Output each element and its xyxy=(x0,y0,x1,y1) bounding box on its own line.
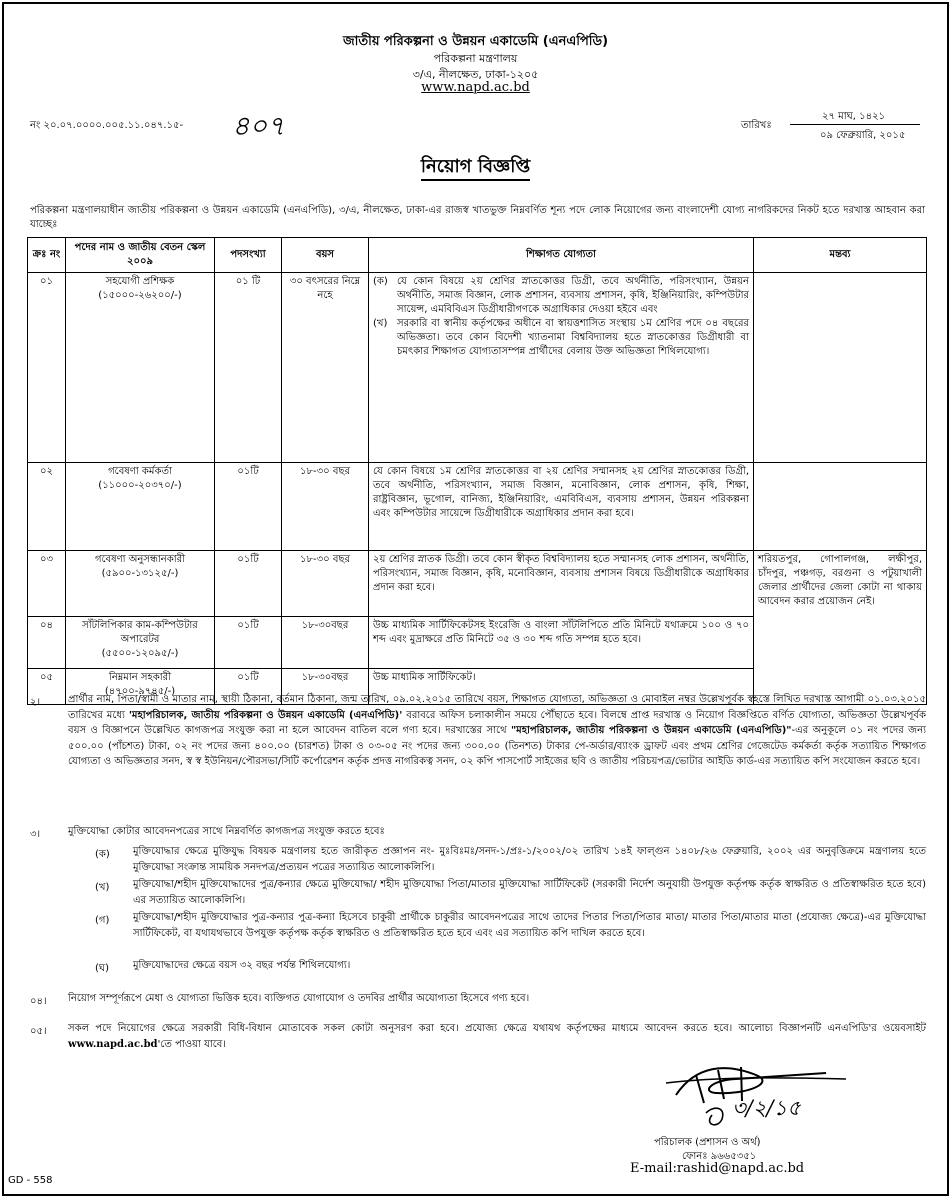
post-name: সাঁটলিপিকার কাম-কম্পিউটার অপারেটর xyxy=(82,620,198,645)
sub-item-label: (খ) xyxy=(95,882,110,893)
org-address: ৩/এ, নীলক্ষেত, ঢাকা-১২০৫ xyxy=(412,68,539,81)
cell-count: ০১টি xyxy=(215,463,282,551)
cell-count: ০১টি xyxy=(215,669,282,705)
sub-item-label: (ক) xyxy=(95,849,110,860)
para-2-text-e: -এর অনুকূলে ০১ নং পদের জন্য ৫০০.০০ (পাঁচশত) টাকা, ০২ নং পদের জন্য ৪০০.০০ (চারশত) টাকা ও ০৩-০৫ নং পদের জন্য ৩০০.০০ (তিনশত) টাকার পে-অর্ডার/ব্যাংক ড্রাফট এবং প্রথম শ্রেণির গেজেটেড কর্মকর্তা কর্তৃক সত্যায়িত শিক্ষাগত যোগ্যতা ও অভিজ্ঞতার সনদ, স্ব স্ব ইউনিয়ন/পৌরসভা/সিটি কর্পোরেশন কর্তৃক প্রদত্ত নাগরিকত্ব সনদ, ০২ কপি পাসপোর্ট সাইজের ছবি ও জাতীয় পরিচয়পত্র/ভোটার আইডি কার্ড-এর সত্যায়িত কপি সংযোজন করতে হবে। xyxy=(68,725,926,767)
cell-post xyxy=(66,273,215,463)
sub-item-label: (গ) xyxy=(95,915,110,926)
cell-qualification: উচ্চ মাধ্যমিক সার্টিফিকেট। xyxy=(369,669,754,705)
cell-sl: ০৫ xyxy=(28,669,66,705)
para-2-text-c: বরাবরে অফিস চলাকালীন সময়ে পৌঁছাতে হবে। বিলম্বে প্রাপ্ত দরখাস্ত ও নিয়োগ বিজ্ঞপ্তিতে বর্ণিত যোগ্যতা, অভিজ্ঞতা উল্লেখপূর্বক বয়স ও বিজ্ঞাপনে উল্লেখিত কাগজপত্র সংযুক্ত করা না হলে আবেদন বাতিল বলে গণ্য হবে। দরখাস্তের সাথে xyxy=(68,709,926,736)
cell-count: ০১টি xyxy=(215,551,282,617)
para-3-number: ৩। xyxy=(30,829,41,840)
sub-item-text: মুক্তিযোদ্ধার ক্ষেত্রে মুক্তিযুদ্ধ বিষয়ক মন্ত্রণালয় হতে জারীকৃত প্রজ্ঞাপন নং- মুঃবিঃমঃ/সনদ-১/প্রঃ-১/২০০২/০২ তারিখ ১৪ই ফাল্গুন ১৪০৮/২৬ ফেব্রুয়ারি, ২০০২ এর অনুবৃত্তিক্রমে মন্ত্রণালয় হতে মুক্তিযোদ্ধা সংক্রান্ত সাময়িক সনদপত্র/প্রত্যয়ন পত্রের সত্যায়িত আলোকলিপি। xyxy=(133,846,926,873)
col-header-post: পদের নাম ও জাতীয় বেতন স্কেল ২০০৯ xyxy=(66,238,215,273)
cell-sl: ০২ xyxy=(28,463,66,551)
qualification-text: যে কোন বিষয়ে ২য় শ্রেণির স্নাতকোত্তর ডিগ্রী, তবে অর্থনীতি, পরিসংখ্যান, উন্নয়ন অর্থনীতি, সমাজ বিজ্ঞান, লোক প্রশাসন, ব্যবসায় প্রশাসন, কৃষি, ইঞ্জিনিয়ারিং, কম্পিউটার সায়েন্স, এমবিবিএস ডিগ্রীধারীগণকে অগ্রাধিকার দেওয়া হইবে এবং xyxy=(397,276,749,315)
cell-count: ০১ টি xyxy=(215,273,282,463)
post-name: নিম্নমান সহকারী xyxy=(108,672,172,683)
cell-age: ১৮-৩০বছর xyxy=(282,669,369,705)
para-5-website-link[interactable]: www.napd.ac.bd xyxy=(68,1038,158,1050)
date-bangla: ২৭ মাঘ, ১৪২১ xyxy=(822,111,886,122)
para-5 xyxy=(68,1021,926,1052)
para-5-text-b: 'তে পাওয়া যাবে। xyxy=(157,1038,226,1050)
para-2-text-a: প্রার্থীর নাম, পিতা/স্বামী ও মাতার নাম, স্থায়ী ঠিকানা, বর্তমান ঠিকানা, জন্ম তারিখ, ০৯.০২.২০১৫ তারিখে বয়স, শিক্ষাগত যোগ্যতা, অভিজ্ঞতা ও মোবাইল নম্বর উল্লেখপূর্বক স্বহস্তে লিখিত দরখাস্ত আগামী ০১.০৩.২০১৫ তারিখের মধ্যে xyxy=(68,694,926,721)
table-row xyxy=(28,273,927,463)
qualification-text: সরকারি বা স্বানীয় কর্তৃপক্ষের অধীনে বা স্বায়ত্তশাসিত সংস্থায় ১ম শ্রেণির পদে ০৪ বছরের অভিজ্ঞতা। তবে কোন বিদেশী খ্যাতনামা বিশ্ববিদ্যালয় হতে স্নাতকোত্তর ডিগ্রীধারী বা চমৎকার শিক্ষাগত যোগ্যতাসম্পন্ন প্রার্থীদের বেলায় উক্ত অভিজ্ঞতা শিথিলযোগ্য। xyxy=(397,318,749,357)
para-5-text-a: সকল পদে নিয়োগের ক্ষেত্রে সরকারী বিধি-বিধান মোতাবেক সকল কোটা অনুসরণ করা হবে। প্রযোজ্য ক্ষেত্রে যথাযথ কর্তৃপক্ষের মাধ্যমে আবেদন করতে হবে। আলোচ্য বিজ্ঞাপনটি এনএপিডি'র ওয়েবসাইট xyxy=(68,1023,926,1034)
table-header-row xyxy=(28,238,927,273)
col-header-qualification: শিক্ষাগত যোগ্যতা xyxy=(369,238,754,273)
post-scale: (৫৫০০-১২০৯৫/-) xyxy=(101,648,179,659)
post-name: গবেষণা কর্মকর্তা xyxy=(108,466,172,477)
signer-email[interactable]: E-mail:rashid@napd.ac.bd xyxy=(630,1161,805,1176)
sub-item-text: মুক্তিযোদ্ধাদের ক্ষেত্রে বয়স ৩২ বছর পর্যন্ত শিথিলযোগ্য। xyxy=(133,960,351,971)
post-name: সহযোগী প্রশিক্ষক xyxy=(105,276,175,287)
org-website-link[interactable]: www.napd.ac.bd xyxy=(421,80,530,95)
sub-item-text: মুক্তিযোদ্ধা/শহীদ মুক্তিযোদ্ধাদের পুত্র/কন্যার ক্ষেত্রে মুক্তিযোদ্ধা/ শহীদ মুক্তিযোদ্ধা পিতা/মাতার মুক্তিযোদ্ধা সার্টিফিকেট (সরকারী নির্দেশ অনুযায়ী উপযুক্ত কর্তৃপক্ষ কর্তৃক স্বাক্ষরিত ও প্রতিস্বাক্ষরিত হতে হবে) এর সত্যায়িত আলোকলিপি। xyxy=(133,879,926,906)
para-2-payee: "মহাপরিচালক, জাতীয় পরিকল্পনা ও উন্নয়ন একাডেমি (এনএপিডি)" xyxy=(510,725,792,736)
org-name: জাতীয় পরিকল্পনা ও উন্নয়ন একাডেমি (এনএপিডি) xyxy=(342,34,609,49)
post-scale: (৫৯০০-১৩১২৫/-) xyxy=(101,568,179,579)
signature-date: ৩/২/১৫ xyxy=(732,1096,801,1120)
para-2-number: ২। xyxy=(30,697,41,708)
notice-title-text: নিয়োগ বিজ্ঞপ্তি xyxy=(421,156,530,181)
cell-post xyxy=(66,551,215,617)
intro-paragraph: পরিকল্পনা মন্ত্রণালয়াধীন জাতীয় পরিকল্পনা ও উন্নয়ন একাডেমি (এনএপিডি), ৩/এ, নীলক্ষেত, ঢাকা-এর রাজস্ব খাতভুক্ত নিম্নবর্ণিত শূন্য পদে লোক নিয়োগের জন্য বাংলাদেশী যোগ্য নাগরিকদের নিকট হতে দরখাস্ত আহবান করা যাচ্ছেঃ xyxy=(30,205,925,230)
qualification-label: (খ) xyxy=(373,318,388,329)
cell-sl: ০৪ xyxy=(28,617,66,669)
sub-item-text: মুক্তিযোদ্ধা/শহীদ মুক্তিযোদ্ধার পুত্র-কন্যার পুত্র-কন্যা হিসেবে চাকুরী প্রার্থীকে চাকুরীর আবেদনপত্রের সাথে তাদের পিতার পিতা/পিতার মাতা/ মাতার পিতা/মাতার মাতা (প্রযোজ্য ক্ষেত্রে)-এর মুক্তিযোদ্ধা সার্টিফিকেট, বা যথাযথভাবে উপযুক্ত কর্তৃপক্ষ কর্তৃক স্বাক্ষরিত ও প্রতিস্বাক্ষরিত হতে হবে এবং এর সত্যায়িত কপি দাখিল করতে হবে। xyxy=(133,912,926,939)
para-2-addressee: 'মহাপরিচালক, জাতীয় পরিকল্পনা ও উন্নয়ন একাডেমি (এনএপিডি)' xyxy=(128,709,403,721)
date-english: ০৯ ফেব্রুয়ারি, ২০১৫ xyxy=(820,130,906,141)
cell-qualification: ২য় শ্রেণির স্নাতক ডিগ্রী। তবে কোন স্বীকৃত বিশ্ববিদ্যালয় হতে সম্মানসহ লোক প্রশাসন, অর্থনীতি, পরিসংখ্যান, সমাজ বিজ্ঞান, কৃষি, মনোবিজ্ঞান, ব্যবসায় প্রশাসন বিষয়ে ডিগ্রীধারীকে অগ্রাধিকার প্রদান করা হবে। xyxy=(369,551,754,617)
signer-designation: পরিচালক (প্রশাসন ও অর্থ) xyxy=(654,1137,761,1148)
post-scale: (১১০০০-২০৩৭০/-) xyxy=(98,480,182,491)
cell-age: ১৮-৩০ বছর xyxy=(282,551,369,617)
cell-age: ১৮-৩০বছর xyxy=(282,617,369,669)
vacancy-table xyxy=(27,237,927,705)
table-row xyxy=(28,551,927,617)
cell-sl: ০৩ xyxy=(28,551,66,617)
col-header-remarks: মন্তব্য xyxy=(754,238,927,273)
post-scale: (৪৭০০-৯৭৪৫/-) xyxy=(104,686,176,697)
cell-age: ৩০ বৎসরের নিম্নে নহে xyxy=(282,273,369,463)
ministry-name: পরিকল্পনা মন্ত্রণালয় xyxy=(433,52,518,65)
gd-code: GD - 558 xyxy=(8,1175,53,1186)
cell-qualification xyxy=(369,273,754,463)
para-5-number: ০৫। xyxy=(30,1026,47,1037)
cell-remarks-empty xyxy=(754,463,927,551)
cell-remarks: শরিয়তপুর, গোপালগঞ্জ, লক্ষীপুর, চাঁদপুর, পঞ্চগড়, বরগুনা ও পটুয়াখালী জেলার প্রার্থীদের জেলা কোটা না থাকায় আবেদন করার প্রয়োজন নেই। xyxy=(754,551,927,705)
qualification-label: (ক) xyxy=(373,276,388,287)
memo-number: নং ২০.০৭.০০০০.০০৫.১১.০৪৭.১৫- xyxy=(30,120,184,131)
para-4-number: ০৪। xyxy=(30,996,47,1007)
cell-count: ০১টি xyxy=(215,617,282,669)
cell-post xyxy=(66,463,215,551)
cell-qualification: উচ্চ মাধ্যমিক সার্টিফিকেটসহ ইংরেজি ও বাংলা সাঁটলিপিতে প্রতি মিনিটে যথাক্রমে ১০০ ও ৭০ শব্দ এবং মুদ্রাক্ষরে প্রতি মিনিটে ৩৫ ও ৩০ শব্দ গতি সম্পন্ন হতে হবে। xyxy=(369,617,754,669)
signer-phone: ফোনঃ ৯৬৬৫৩৫১ xyxy=(682,1151,757,1162)
post-scale: (১৫০০০-২৬২০০/-) xyxy=(98,290,182,301)
col-header-age: বয়স xyxy=(282,238,369,273)
post-name: গবেষণা অনুসন্ধানকারী xyxy=(94,554,186,565)
para-2 xyxy=(68,692,926,770)
memo-handwritten-number: ৪০৭ xyxy=(232,111,285,142)
col-header-count: পদসংখ্যা xyxy=(215,238,282,273)
cell-sl: ০১ xyxy=(28,273,66,463)
para-3: মুক্তিযোদ্ধা কোটার আবেদনপত্রের সাথে নিম্নবর্ণিত কাগজপত্র সংযুক্ত করতে হবেঃ xyxy=(68,826,385,837)
cell-qualification: যে কোন বিষয়ে ১ম শ্রেণির স্নাতকোত্তর বা ২য় শ্রেণির সম্মানসহ ২য় শ্রেণির স্নাতকোত্তর ডিগ্রী, তবে অর্থনীতি, পরিসংখ্যান, সমাজ বিজ্ঞান, মনোবিজ্ঞান, লোক প্রশাসন, কৃষি, শিক্ষা, রাষ্ট্রবিজ্ঞান, ভূগোল, বানিজ্য, ইঞ্জিনিয়ারিং, এমবিবিএস, ব্যবসায় প্রশাসন, উন্নয়ন পরিকল্পনা এবং কম্পিউটার সায়েন্সে ডিগ্রীধারীকে অগ্রাধিকার প্রদান করা হবে। xyxy=(369,463,754,551)
cell-post xyxy=(66,617,215,669)
cell-remarks-empty xyxy=(754,273,927,463)
table-row xyxy=(28,463,927,551)
sub-item-label: (ঘ) xyxy=(95,963,109,974)
col-header-sl: ক্রঃ নং xyxy=(28,238,66,273)
qualification-item xyxy=(373,275,749,317)
cell-age: ১৮-৩০ বছর xyxy=(282,463,369,551)
qualification-item xyxy=(373,317,749,359)
date-label: তারিখঃ xyxy=(741,120,772,131)
notice-title xyxy=(0,152,951,183)
para-4: নিয়োগ সম্পূর্ণরূপে মেধা ও যোগ্যতা ভিত্তিক হবে। ব্যক্তিগত যোগাযোগ ও তদবির প্রার্থীর অযোগ্যতা হিসেবে গণ্য হবে। xyxy=(68,993,530,1004)
date-divider xyxy=(790,124,920,125)
